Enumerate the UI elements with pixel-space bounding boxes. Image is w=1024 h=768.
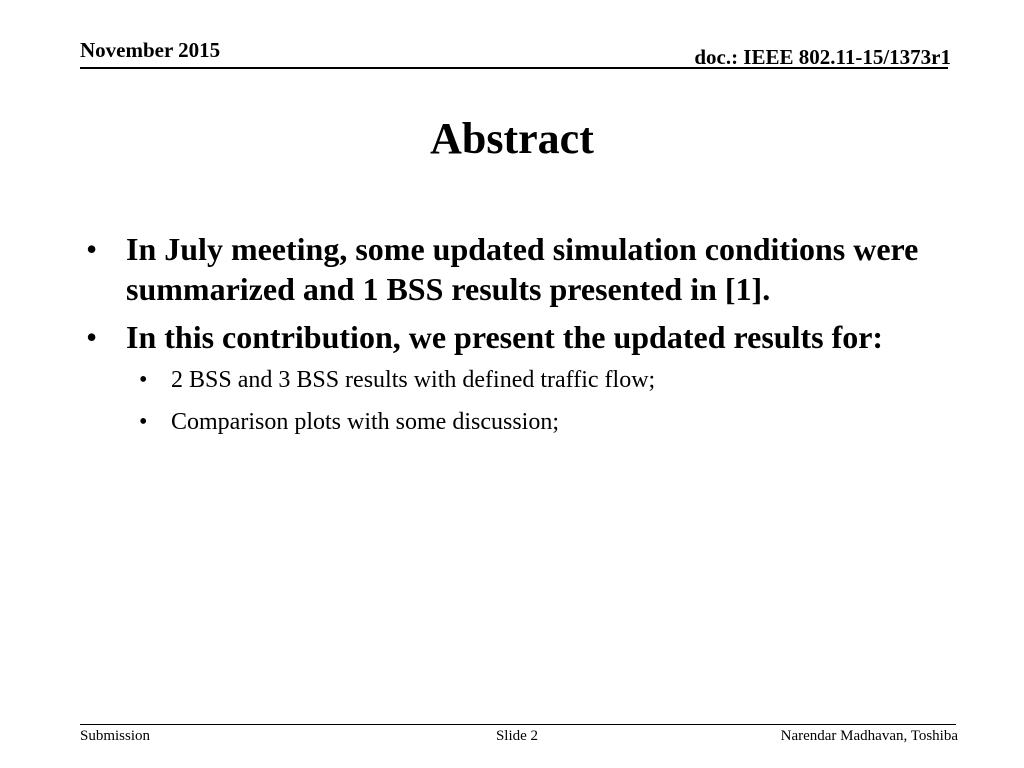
bullet-icon: • (86, 231, 98, 267)
footer-submission: Submission (80, 728, 151, 744)
footer-author: Narendar Madhavan, Toshiba (780, 728, 958, 744)
footer-slide-number: Slide 2 (495, 728, 539, 744)
header-doc-id: doc.: IEEE 802.11-15/1373r1 (694, 45, 951, 69)
sub-bullet-icon: • (139, 367, 148, 393)
sub-bullet-text: Comparison plots with some discussion; (171, 409, 560, 435)
sub-bullet-item (0, 365, 1024, 395)
header-divider (80, 67, 948, 69)
sub-bullet-text: 2 BSS and 3 BSS results with defined traffic flow; (171, 367, 656, 393)
bullet-icon: • (86, 319, 98, 355)
footer-divider (80, 724, 956, 725)
bullet-list (0, 229, 1024, 449)
slide-title: Abstract (430, 114, 594, 163)
sub-bullet-icon: • (139, 409, 148, 435)
bullet-item (0, 229, 1024, 309)
bullet-text: In July meeting, some updated simulation conditions were summarized and 1 BSS results presented in [1]. (126, 231, 919, 307)
bullet-text: In this contribution, we present the updated results for: (126, 319, 884, 355)
sub-bullet-item (0, 407, 1024, 437)
header-date: November 2015 (80, 38, 221, 62)
bullet-item (0, 317, 1024, 357)
